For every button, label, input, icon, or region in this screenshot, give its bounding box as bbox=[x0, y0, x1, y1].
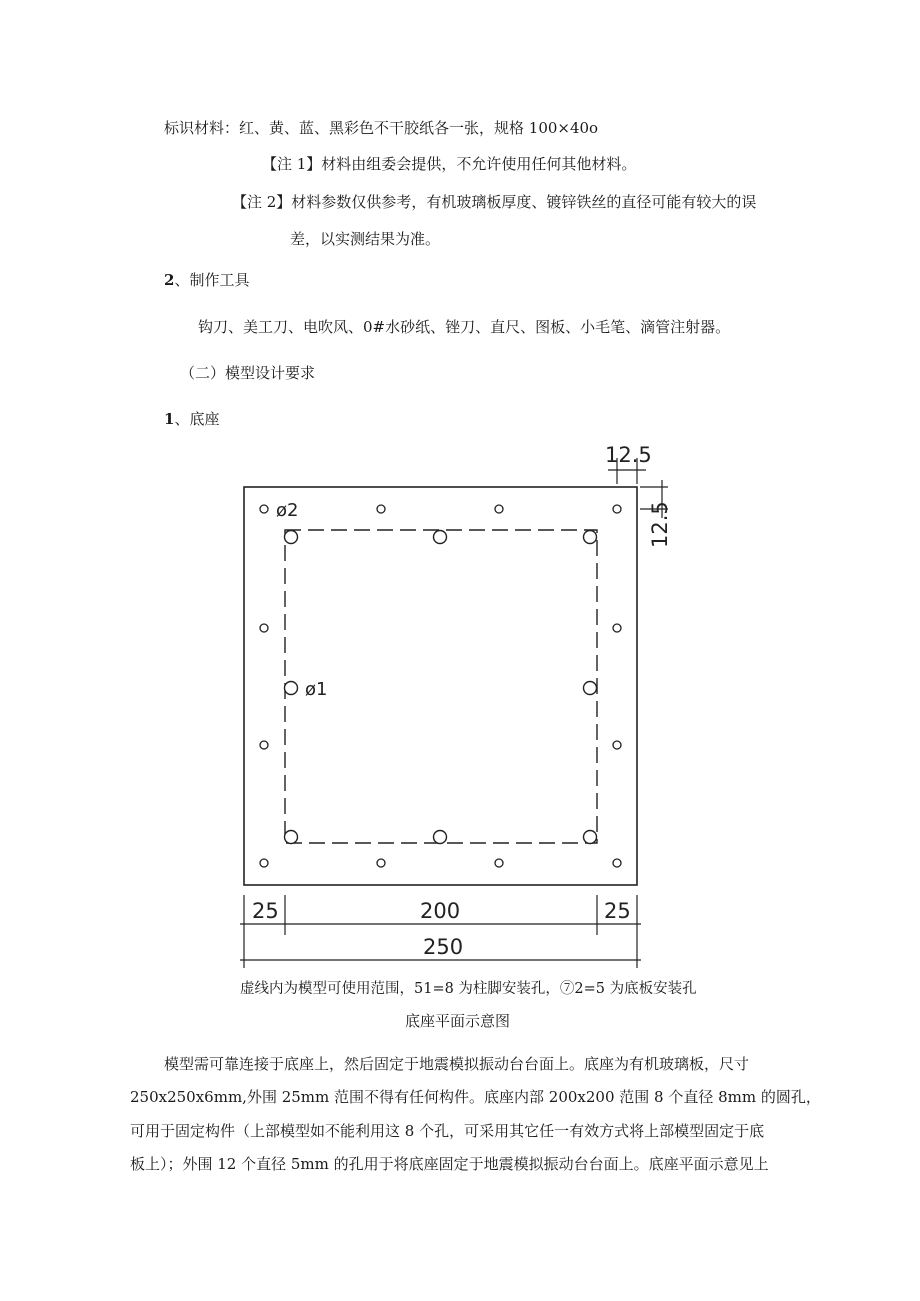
outer-hole bbox=[613, 624, 621, 632]
figure-caption-title: 底座平面示意图 bbox=[405, 1012, 511, 1030]
body-line-3: 可用于固定构件（上部模型如不能利用这 8 个孔，可采用其它任一有效方式将上部模型固定于底 bbox=[130, 1122, 765, 1140]
tools-list: 钩刀、美工刀、电吹风、0#水砂纸、锉刀、直尺、图板、小毛笔、滴管注射器。 bbox=[198, 318, 731, 336]
dim-top-value: 12.5 bbox=[605, 443, 652, 467]
column-hole bbox=[285, 531, 298, 544]
base-heading-text: 、底座 bbox=[174, 410, 220, 428]
base-plate-outline bbox=[244, 487, 637, 885]
tools-heading-text: 、制作工具 bbox=[174, 271, 250, 289]
base-heading-number: 1 bbox=[164, 410, 175, 428]
figure-caption-note: 虚线内为模型可使用范围，51=8 为柱脚安装孔，⑦2=5 为底板安装孔 bbox=[240, 981, 697, 997]
column-hole bbox=[584, 831, 597, 844]
dim-left-value: 25 bbox=[252, 899, 279, 923]
usable-area-boundary bbox=[285, 530, 597, 843]
note-1: 【注 1】材料由组委会提供，不允许使用任何其他材料。 bbox=[262, 155, 637, 173]
materials-label-line: 标识材料：红、黄、蓝、黑彩色不干胶纸各一张，规格 100×40o bbox=[164, 119, 599, 137]
body-line-1: 模型需可靠连接于底座上，然后固定于地震模拟振动台台面上。底座为有机玻璃板，尺寸 bbox=[164, 1055, 750, 1073]
outer-hole bbox=[260, 624, 268, 632]
column-hole bbox=[434, 831, 447, 844]
body-line-4: 板上）；外围 12 个直径 5mm 的孔用于将底座固定于地震模拟振动台台面上。底座平面示意见上 bbox=[130, 1155, 769, 1173]
dim-total-value: 250 bbox=[423, 935, 464, 959]
outer-hole bbox=[377, 505, 385, 513]
column-hole bbox=[584, 531, 597, 544]
column-hole bbox=[434, 531, 447, 544]
section-title: （二）模型设计要求 bbox=[180, 364, 316, 382]
tools-heading-number: 2 bbox=[164, 271, 175, 289]
outer-hole bbox=[495, 859, 503, 867]
column-hole bbox=[584, 682, 597, 695]
inner-hole-label: ø1 bbox=[305, 679, 328, 700]
outer-hole bbox=[260, 859, 268, 867]
dim-side-value: 12.5 bbox=[648, 501, 672, 548]
body-line-2: 250x250x6mm,外围 25mm 范围不得有任何构件。底座内部 200x200 范围 8 个直径 8mm 的圆孔， bbox=[130, 1088, 821, 1106]
outer-hole bbox=[260, 505, 268, 513]
outer-hole bbox=[613, 505, 621, 513]
dim-mid-value: 200 bbox=[420, 899, 461, 923]
note-2-line-2: 差，以实测结果为准。 bbox=[290, 230, 441, 248]
outer-hole-label: ø2 bbox=[276, 500, 299, 521]
outer-hole bbox=[613, 741, 621, 749]
outer-hole bbox=[613, 859, 621, 867]
outer-hole bbox=[495, 505, 503, 513]
column-hole bbox=[285, 831, 298, 844]
dim-right-value: 25 bbox=[604, 899, 631, 923]
outer-hole bbox=[260, 741, 268, 749]
outer-hole bbox=[377, 859, 385, 867]
column-hole bbox=[285, 682, 298, 695]
note-2-line-1: 【注 2】材料参数仅供参考，有机玻璃板厚度、镀锌铁丝的直径可能有较大的误 bbox=[232, 193, 757, 211]
